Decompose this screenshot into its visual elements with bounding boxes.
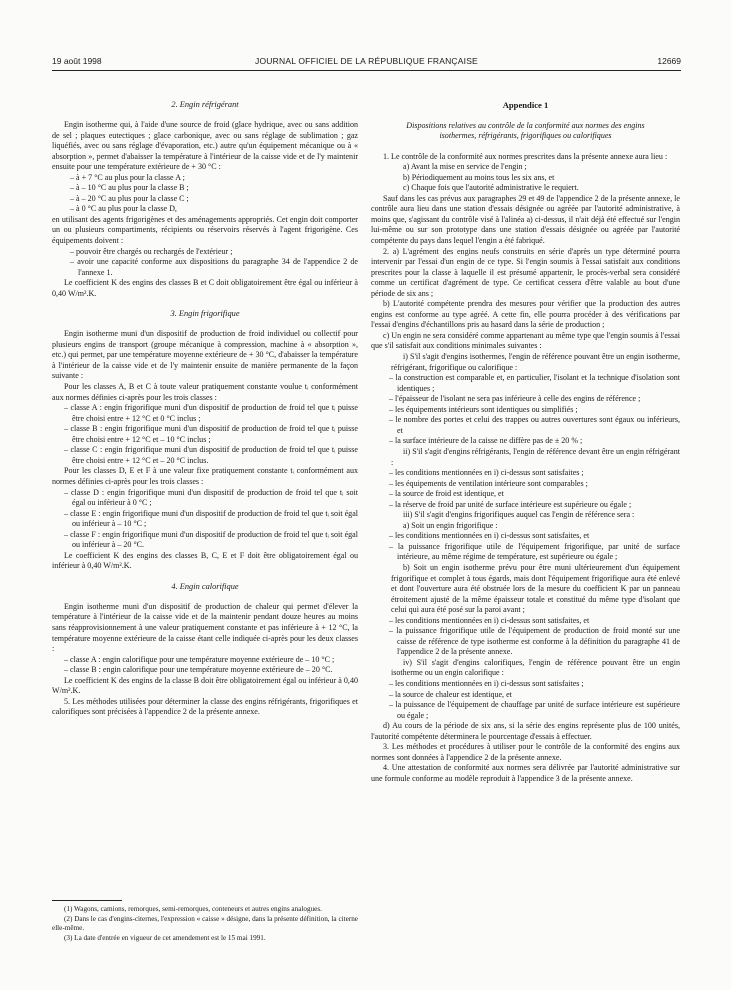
paragraph: i) S'il s'agit d'engins isothermes, l'engin de référence pouvant être un engin isotherme, réfrigérant, frigorifique ou calorifique : — [391, 352, 680, 372]
list-item: – classe C : engin frigorifique muni d'un dispositif de production de froid tel que tᵢ puisse être choisi entre + 12 °C et – 20 °C inclus. — [64, 445, 358, 465]
list-item: – à – 20 °C au plus pour la classe C ; — [70, 193, 189, 203]
right-column — [371, 100, 680, 784]
paragraph: c) Un engin ne sera considéré comme appartenant au même type que l'engin soumis à l'essai que s'il satisfait aux conditions minimales suivantes : — [371, 330, 680, 351]
paragraph: Le coefficient K des engins des classes B, C, E et F doit être obligatoirement égal ou inférieur à 0,40 W/m².K. — [52, 550, 358, 571]
paragraph: iii) S'il s'agit d'engins frigorifiques auquel cas l'engin de référence sera : — [403, 510, 635, 520]
list-item: – la réserve de froid par unité de surface intérieure est supérieure ou égale ; — [389, 499, 632, 509]
list-item: – les conditions mentionnées en i) ci-dessus sont satisfaites ; — [389, 678, 584, 688]
paragraph: Engin isotherme muni d'un dispositif de production de chaleur qui permet d'élever la température à l'intérieur de la caisse vide et de la maintenir pendant douze heures au moins sans réapprovisionnement à une valeur pratiquement constante et pas inférieure à + 12 °C, la température moyenne extérieure de la caisse étant celle indiquée ci-après pour les deux classes : — [52, 601, 358, 654]
paragraph: iv) S'il s'agit d'engins calorifiques, l'engin de référence pouvant être un engin isotherme ou un engin calorifique : — [391, 657, 680, 678]
list-item: – pouvoir être chargés ou rechargés de l'extérieur ; — [70, 246, 233, 256]
page-header — [52, 56, 681, 70]
paragraph: en utilisant des agents frigorigènes et des aménagements appropriés. Cet engin doit comporter un ou plusieurs compartiments, récipients ou réservoirs réservés à l'agent frigorigène. Ces équipements doivent : — [52, 214, 358, 246]
condition-list — [371, 679, 680, 721]
condition-list — [371, 468, 680, 510]
paragraph: 4. Une attestation de conformité aux normes sera délivrée par l'autorité administrative sur une formule conforme au modèle reproduit à l'appendice 3 de la présente annexe. — [371, 763, 680, 783]
list-item: – à + 7 °C au plus pour la classe A ; — [70, 172, 185, 182]
list-item: – le nombre des portes et celui des trappes ou autres ouvertures sont égaux ou inférieurs, et — [389, 415, 680, 435]
paragraph: d) Au cours de la période de six ans, si la série des engins représente plus de 100 unités, l'autorité compétente déterminera le pourcentage d'essais à effectuer. — [371, 721, 680, 741]
list-item: – à 0 °C au plus pour la classe D, — [70, 204, 177, 214]
list-item: – la source de chaleur est identique, et — [389, 689, 512, 699]
paragraph: Engin isotherme muni d'un dispositif de production de froid individuel ou collectif pour plusieurs engins de transport (groupe mécanique à compression, machine à « absorption », etc.) qui permet, par une température moyenne extérieure de + 30 °C, d'abaisser la température à l'intérieur de la caisse vide et de l'y maintenir ensuite de manière permanente de la façon suivante : — [52, 329, 358, 381]
list-item: b) Périodiquement au moins tous les six ans, et — [403, 172, 555, 182]
list-item: – la surface intérieure de la caisse ne diffère pas de ± 20 % ; — [389, 436, 583, 446]
footnote: (2) Dans le cas d'engins-citernes, l'expression « caisse » désigne, dans la présente définition, la citerne elle-même. — [52, 914, 358, 932]
appendix-subtitle: Dispositions relatives au contrôle de la conformité aux normes des engins isothermes, réfrigérants, frigorifiques ou calorifiques — [406, 120, 645, 141]
paragraph: Le coefficient K des engins des classes B et C doit obligatoirement être égal ou inférieur à 0,40 W/m².K. — [52, 278, 358, 298]
paragraph: Sauf dans les cas prévus aux paragraphes 29 et 49 de l'appendice 2 de la présente annexe, le contrôle aura lieu dans une station d'essais désignée ou agréée par l'autorité administrative, à moins que, s'agissant du contrôle visé à l'alinéa a) ci-dessus, il n'ait déjà été effectué sur l'engin lui-même ou sur son prototype dans une station d'essais désignée ou agréée par l'autorité compétente du pays dans lequel l'engin a été fabriqué. — [371, 193, 680, 246]
paragraph: b) L'autorité compétente prendra des mesures pour vérifier que la production des autres engins est conforme au type agréé. A cette fin, elle pourra procéder à des vérifications par l'essai d'engins d'échantillons pris au hasard dans la série de production ; — [371, 299, 680, 330]
footnotes — [52, 905, 358, 943]
paragraph: 2. a) L'agrément des engins neufs construits en série d'après un type déterminé pourra intervenir par l'essai d'un engin de ce type. Si l'engin soumis à l'essai satisfait aux conditions prescrites pour la classe à laquelle il est présumé appartenir, le procès-verbal sera considéré comme un certificat d'agrément de type. Ce certificat cessera d'être valable au bout d'une période de six ans ; — [371, 246, 680, 298]
footnote-rule — [52, 900, 122, 901]
class-list — [52, 488, 358, 551]
requirement-list — [52, 247, 358, 279]
list-item: – la construction est comparable et, en particulier, l'isolant et la technique d'isolation sont identiques ; — [389, 373, 680, 393]
paragraph: a) Soit un engin frigorifique : — [403, 520, 498, 530]
list-item: – les équipements intérieurs sont identiques ou simplifiés ; — [389, 404, 578, 414]
condition-list — [371, 616, 680, 658]
paragraph: b) Soit un engin isotherme prévu pour être muni ultérieurement d'un équipement frigorifique et complet à tous égards, mais dont l'équipement frigorifique aura été enlevé et dont l'ouverture aura été obstruée lors de la mesure du coefficient K par un panneau étroitement ajusté de la même épaisseur totale et constitué du même type d'isolant que celui qui aura été posé sur la paroi avant ; — [391, 562, 680, 615]
header-date: 19 août 1998 — [52, 56, 102, 66]
list-item: – avoir une capacité conforme aux dispositions du paragraphe 34 de l'appendice 2 de l'annexe 1. — [70, 257, 358, 277]
paragraph: Pour les classes A, B et C à toute valeur pratiquement constante voulue tᵢ conformément aux normes définies ci-après pour les trois classes : — [52, 382, 358, 402]
list-item: – à – 10 °C au plus pour la classe B ; — [70, 183, 189, 193]
list-item: – classe D : engin frigorifique muni d'un dispositif de production de froid tel que tᵢ soit égal ou inférieur à 0 °C ; — [64, 487, 358, 508]
list-item: – classe A : engin calorifique pour une température moyenne extérieure de – 10 °C ; — [64, 654, 335, 664]
paragraph: Pour les classes D, E et F à une valeur fixe pratiquement constante tᵢ conformément aux normes définies ci-après pour les trois classes : — [52, 466, 358, 486]
list-item: c) Chaque fois que l'autorité administrative le requiert. — [403, 183, 579, 193]
appendix-title: Appendice 1 — [502, 100, 549, 110]
section-3-title: 3. Engin frigorifique — [170, 309, 240, 319]
class-list — [52, 173, 358, 215]
list-item: – classe E : engin frigorifique muni d'un dispositif de production de froid tel que tᵢ soit égal ou inférieur à – 10 °C ; — [64, 508, 358, 529]
condition-list — [371, 531, 680, 563]
section-2-title: 2. Engin réfrigérant — [171, 100, 239, 109]
class-list — [52, 403, 358, 466]
header-page-number: 12669 — [657, 56, 681, 66]
list-item: – la puissance frigorifique utile de l'équipement frigorifique, par unité de surface intérieure, au même régime de température, est supérieure ou égale ; — [389, 541, 680, 562]
header-rule — [52, 70, 681, 71]
list-item: – les conditions mentionnées en i) ci-dessus sont satisfaites, et — [389, 531, 590, 541]
paragraph: 3. Les méthodes et procédures à utiliser pour le contrôle de la conformité des engins aux normes sont données à l'appendice 2 de la présente annexe. — [371, 742, 680, 762]
list-item: – l'épaisseur de l'isolant ne sera pas inférieure à celle des engins de référence ; — [389, 394, 641, 404]
list-item: a) Avant la mise en service de l'engin ; — [403, 162, 527, 172]
list-item: – classe F : engin frigorifique muni d'un dispositif de production de froid tel que tᵢ soit égal ou inférieur à – 20 °C. — [64, 529, 358, 550]
list-item: – les conditions mentionnées en i) ci-dessus sont satisfaites, et — [389, 615, 590, 625]
list-item: – classe B : engin calorifique pour une température moyenne extérieure de – 20 °C. — [64, 665, 333, 675]
header-journal-title: JOURNAL OFFICIEL DE LA RÉPUBLIQUE FRANÇAISE — [255, 56, 478, 66]
paragraph: 5. Les méthodes utilisées pour déterminer la classe des engins réfrigérants, frigorifiques et calorifiques sont précisées à l'appendice 2 de la présente annexe. — [52, 696, 358, 717]
paragraph: ii) S'il s'agit d'engins réfrigérants, l'engin de référence devant être un engin réfrigérant : — [391, 446, 680, 467]
list-item: – la puissance frigorifique utile de l'équipement de production de froid monté sur une caisse de référence de type isotherme est conforme à la définition du paragraphe 41 de l'appendice 2 de la présente annexe. — [389, 626, 680, 657]
list-item: – la source de froid est identique, et — [389, 489, 504, 499]
left-column — [52, 100, 358, 718]
footnote: (3) La date d'entrée en vigueur de cet amendement est le 15 mai 1991. — [64, 933, 266, 942]
class-list — [52, 655, 358, 676]
list-item: – classe B : engin frigorifique muni d'un dispositif de production de froid tel que tᵢ puisse être choisi entre + 12 °C et – 10 °C inclus ; — [64, 424, 358, 444]
footnote: (1) Wagons, camions, remorques, semi-remorques, conteneurs et autres engins analogues. — [64, 905, 322, 913]
paragraph: 1. Le contrôle de la conformité aux normes prescrites dans la présente annexe aura lieu : — [383, 151, 668, 161]
control-list — [371, 162, 680, 194]
list-item: – les équipements de ventilation intérieure sont comparables ; — [389, 478, 588, 488]
condition-list — [371, 373, 680, 447]
list-item: – la puissance de l'équipement de chauffage par unité de surface intérieure est supérieure ou égale ; — [389, 700, 680, 720]
section-4-title: 4. Engin calorifique — [171, 581, 239, 591]
paragraph: Le coefficient K des engins de la classe B doit être obligatoirement égal ou inférieur à 0,40 W/m².K. — [52, 675, 358, 696]
list-item: – classe A : engin frigorifique muni d'un dispositif de production de froid tel que tᵢ puisse être choisi entre + 12 °C et 0 °C inclus ; — [64, 403, 358, 423]
list-item: – les conditions mentionnées en i) ci-dessus sont satisfaites ; — [389, 468, 584, 478]
paragraph: Engin isotherme qui, à l'aide d'une source de froid (glace hydrique, avec ou sans addition de sel ; plaques eutectiques ; glace carbonique, avec ou sans réglage de sublimation ; gaz liquéfiés, avec ou sans réglage d'évaporation, etc.) autre qu'un équipement mécanique ou à « absorption », permet d'abaisser la température à l'intérieur de la caisse vide et de l'y maintenir ensuite pour une température extérieure de + 30 °C : — [52, 120, 358, 172]
